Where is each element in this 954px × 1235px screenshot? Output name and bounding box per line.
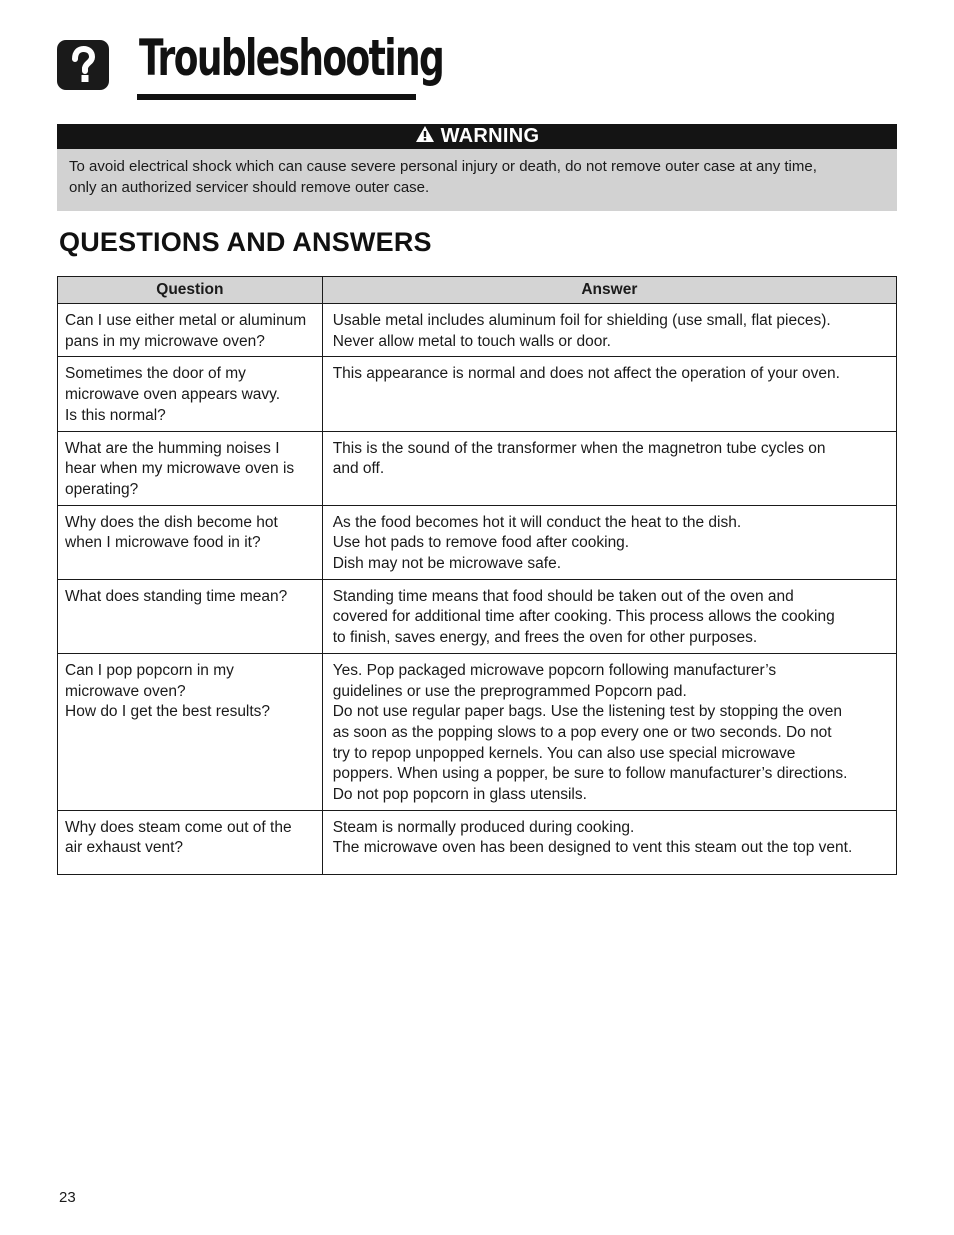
warning-header (57, 124, 897, 149)
question-line: microwave oven? (65, 682, 186, 700)
question-cell (58, 653, 323, 810)
answer-cell (322, 304, 896, 357)
question-line: How do I get the best results? (65, 703, 271, 721)
answer-line: and off. (332, 460, 385, 478)
question-line: when I microwave food in it? (65, 534, 261, 552)
answer-line: Dish may not be microwave safe. (332, 555, 562, 573)
answer-line: as soon as the popping slows to a pop every one or two seconds. Do not (332, 723, 832, 741)
answer-line: guidelines or use the preprogrammed Popcorn pad. (332, 682, 687, 700)
question-line: Why does steam come out of the (65, 818, 292, 836)
question-line: Sometimes the door of my (65, 365, 246, 383)
table-row (58, 505, 897, 579)
answer-line: The microwave oven has been designed to vent this steam out the top vent. (332, 839, 853, 857)
warning-text (57, 149, 897, 198)
table-row (58, 304, 897, 357)
table-row (58, 653, 897, 810)
answer-line: poppers. When using a popper, be sure to follow manufacturer’s directions. (332, 765, 848, 783)
table-row (58, 810, 897, 874)
table-row (58, 431, 897, 505)
question-line: hear when my microwave oven is (65, 460, 295, 478)
question-line: pans in my microwave oven? (65, 332, 265, 350)
question-line: What are the humming noises I (65, 439, 280, 457)
question-cell (58, 810, 323, 874)
question-cell (58, 579, 323, 653)
table-row (58, 357, 897, 431)
question-line: operating? (65, 480, 139, 498)
title-underline (137, 94, 416, 100)
answer-line: As the food becomes hot it will conduct the heat to the dish. (332, 513, 742, 531)
question-cell (58, 357, 323, 431)
question-line: microwave oven appears wavy. (65, 386, 281, 404)
answer-line: try to repop unpopped kernels. You can also use special microwave (332, 744, 796, 762)
page-title: Troubleshooting (139, 29, 444, 87)
section-title: QUESTIONS AND ANSWERS (59, 227, 432, 257)
question-line: Can I pop popcorn in my (65, 661, 234, 679)
question-cell (58, 304, 323, 357)
warning-label: WARNING (440, 125, 540, 147)
warning-text-line: only an authorized servicer should remove outer case. (69, 179, 430, 196)
answer-cell (322, 579, 896, 653)
answer-line: Never allow metal to touch walls or door. (332, 332, 611, 350)
table-header-row (58, 277, 897, 304)
answer-cell (322, 505, 896, 579)
warning-text-line: To avoid electrical shock which can cause severe personal injury or death, do not remove outer case at any time, (69, 158, 817, 175)
answer-cell (322, 810, 896, 874)
answer-line: Use hot pads to remove food after cooking. (332, 534, 630, 552)
question-line: Why does the dish become hot (65, 513, 278, 531)
answer-cell (322, 653, 896, 810)
page-number: 23 (59, 1189, 76, 1206)
question-line: Is this normal? (65, 406, 166, 424)
answer-line: Standing time means that food should be taken out of the oven and (332, 587, 794, 605)
answer-line: This is the sound of the transformer when the magnetron tube cycles on (332, 439, 826, 457)
answer-cell (322, 431, 896, 505)
question-line: What does standing time mean? (65, 587, 288, 605)
answer-line: covered for additional time after cooking. This process allows the cooking (332, 608, 835, 626)
answer-line: to finish, saves energy, and frees the oven for other purposes. (332, 629, 758, 647)
answer-line: This appearance is normal and does not affect the operation of your oven. (332, 365, 840, 383)
qa-table (57, 276, 897, 875)
answer-line: Do not pop popcorn in glass utensils. (332, 786, 587, 804)
question-cell (58, 431, 323, 505)
answer-line: Do not use regular paper bags. Use the listening test by stopping the oven (332, 703, 842, 721)
table-row (58, 579, 897, 653)
question-cell (58, 505, 323, 579)
answer-line: Usable metal includes aluminum foil for shielding (use small, flat pieces). (332, 312, 831, 329)
warning-box (57, 124, 897, 211)
answer-line: Steam is normally produced during cooking. (332, 818, 635, 836)
warning-triangle-icon (415, 125, 435, 148)
question-line: air exhaust vent? (65, 839, 184, 857)
question-line: Can I use either metal or aluminum (65, 312, 307, 329)
answer-cell (322, 357, 896, 431)
answer-line: Yes. Pop packaged microwave popcorn following manufacturer’s (332, 661, 777, 679)
answer-column-header: Answer (322, 277, 896, 304)
question-mark-icon (57, 40, 109, 90)
question-column-header: Question (58, 277, 323, 304)
